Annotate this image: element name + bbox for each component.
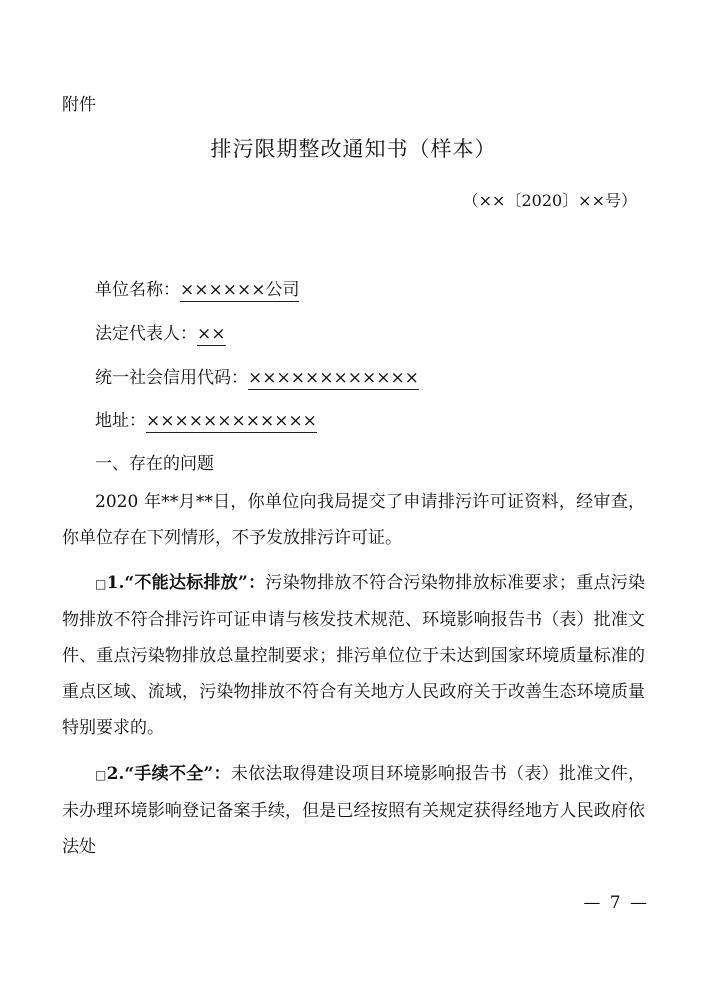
unit-name-field — [95, 275, 299, 300]
item-2-lead — [95, 764, 231, 784]
credit-code-label: 统一社会信用代码： — [95, 368, 248, 388]
item-2-title: 2.“手续不全”： — [106, 764, 231, 784]
legal-representative-value: ×× — [197, 324, 226, 344]
item-1-paragraph — [62, 565, 645, 746]
item-1-text: 污染物排放不符合污染物排放标准要求；重点污染物排放不符合排污许可证申请与核发技术规范、环境影响报告书（表）批准文件、重点污染物排放总量控制要求；排污单位位于未达到国家环境质量标准的重点区域、流域，污染物排放不符合有关地方人民政府关于改善生态环境质量特别要求的。 — [62, 573, 645, 738]
checkbox-icon: □ — [95, 768, 107, 782]
unit-name-label: 单位名称： — [95, 280, 180, 300]
address-field — [95, 406, 317, 431]
address-label: 地址： — [95, 411, 146, 431]
document-number: （××〔2020〕××号） — [462, 191, 637, 210]
item-1-title: 1.“不能达标排放”： — [106, 573, 266, 593]
attachment-label: 附件 — [62, 95, 96, 115]
checkbox-icon: □ — [95, 577, 107, 591]
item-1-lead — [95, 573, 265, 593]
unit-name-value: ××××××公司 — [180, 280, 300, 300]
credit-code-value: ×××××××××××× — [248, 368, 419, 388]
page-number: — 7 — — [583, 893, 649, 913]
item-2-text: 未依法取得建设项目环境影响报告书（表）批准文件，未办理环境影响登记备案手续，但是已经按照有关规定获得经地方人民政府依法处 — [62, 764, 646, 857]
credit-code-field — [95, 363, 419, 388]
item-2-paragraph — [62, 756, 645, 865]
intro-paragraph: 2020 年**月**日，你单位向我局提交了申请排污许可证资料，经审查，你单位存在下列情形，不予发放排污许可证。 — [62, 492, 645, 548]
legal-representative-label: 法定代表人： — [95, 324, 197, 344]
document-title: 排污限期整改通知书（样本） — [210, 137, 497, 161]
section-heading: 一、存在的问题 — [95, 454, 214, 474]
address-value: ×××××××××××× — [146, 411, 317, 431]
legal-representative-field — [95, 319, 226, 344]
